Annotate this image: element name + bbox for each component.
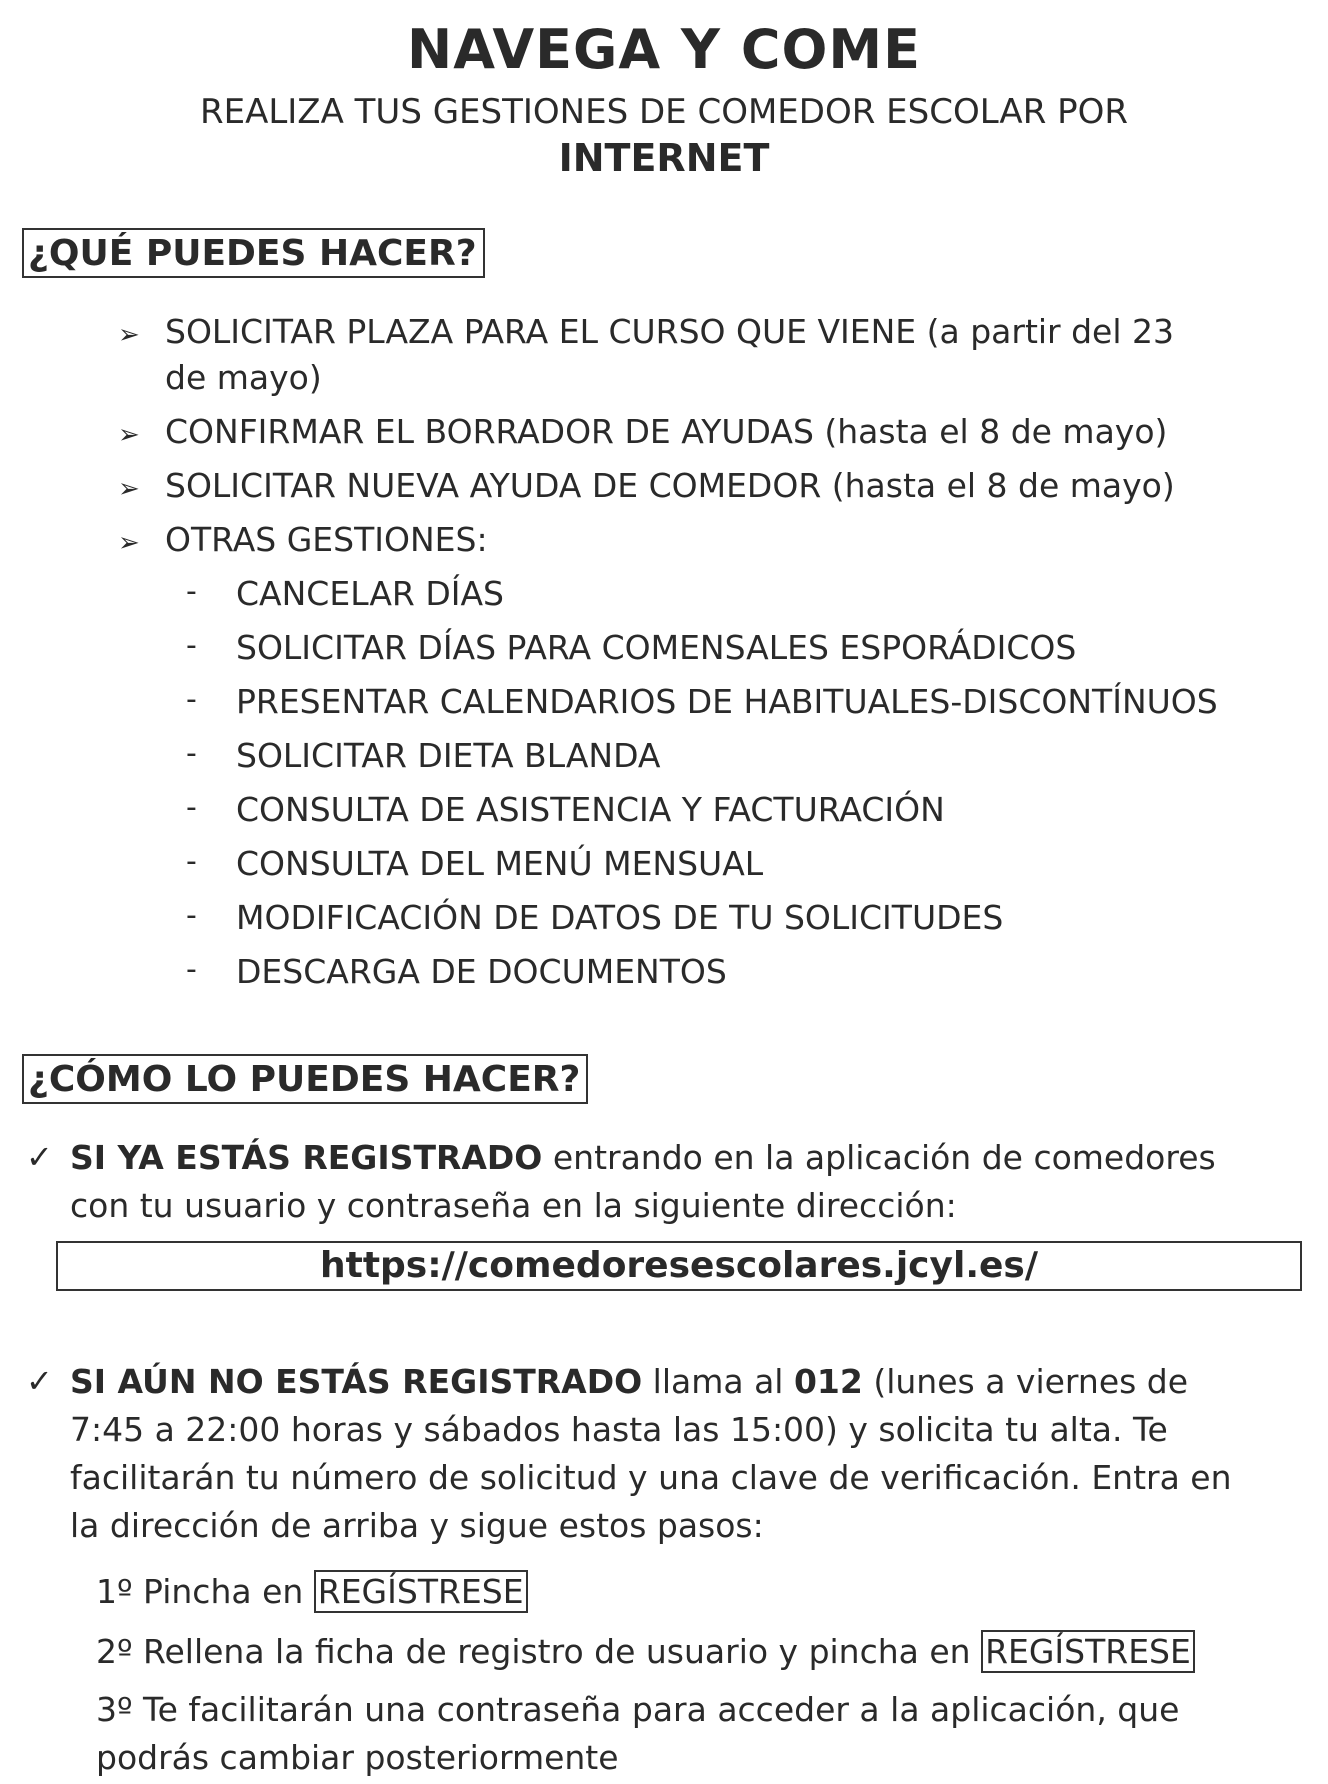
registered-line-2: con tu usuario y contraseña en la siguiente dirección: — [70, 1186, 957, 1225]
dash-bullet: - — [186, 952, 197, 987]
unregistered-line-2: 7:45 a 22:00 horas y sábados hasta las 15:00) y solicita tu alta. Te — [70, 1410, 1168, 1449]
registered-paragraph — [70, 1134, 1290, 1230]
sub-list-item: SOLICITAR DIETA BLANDA — [236, 736, 661, 775]
registered-line-1: SI YA ESTÁS REGISTRADO entrando en la aplicación de comedores — [70, 1138, 1216, 1177]
sub-list-item: PRESENTAR CALENDARIOS DE HABITUALES-DISCONTÍNUOS — [236, 682, 1218, 721]
dash-bullet: - — [186, 574, 197, 609]
sub-list-item: CANCELAR DÍAS — [236, 574, 504, 613]
dash-bullet: - — [186, 898, 197, 933]
section-heading-how: ¿CÓMO LO PUEDES HACER? — [22, 1054, 588, 1104]
sub-list-item: SOLICITAR DÍAS PARA COMENSALES ESPORÁDICOS — [236, 628, 1077, 667]
section-heading-what: ¿QUÉ PUEDES HACER? — [22, 228, 485, 278]
url-box[interactable]: https://comedoresescolares.jcyl.es/ — [56, 1241, 1302, 1291]
arrow-bullet-icon: ➢ — [118, 528, 140, 558]
list-item-continuation: de mayo) — [165, 358, 322, 397]
dash-bullet: - — [186, 628, 197, 663]
unregistered-line-4: la dirección de arriba y sigue estos pasos: — [70, 1506, 764, 1545]
unregistered-paragraph — [70, 1358, 1290, 1550]
unregistered-line-3: facilitarán tu número de solicitud y una clave de verificación. Entra en — [70, 1458, 1232, 1497]
arrow-bullet-icon: ➢ — [118, 474, 140, 504]
list-item: CONFIRMAR EL BORRADOR DE AYUDAS (hasta el 8 de mayo) — [165, 412, 1168, 451]
register-button-label[interactable]: REGÍSTRESE — [981, 1630, 1195, 1673]
dash-bullet: - — [186, 682, 197, 717]
checkmark-icon: ✓ — [26, 1138, 53, 1176]
step-1: 1º Pincha en REGÍSTRESE — [96, 1568, 528, 1616]
arrow-bullet-icon: ➢ — [118, 420, 140, 450]
checkmark-icon: ✓ — [26, 1362, 53, 1400]
page-subtitle: REALIZA TUS GESTIONES DE COMEDOR ESCOLAR POR — [199, 92, 1129, 132]
list-item: SOLICITAR PLAZA PARA EL CURSO QUE VIENE (a partir del 23 — [165, 312, 1175, 351]
sub-list-item: DESCARGA DE DOCUMENTOS — [236, 952, 727, 991]
list-item: OTRAS GESTIONES: — [165, 520, 488, 559]
dash-bullet: - — [186, 736, 197, 771]
arrow-bullet-icon: ➢ — [118, 320, 140, 350]
dash-bullet: - — [186, 844, 197, 879]
list-item: SOLICITAR NUEVA AYUDA DE COMEDOR (hasta el 8 de mayo) — [165, 466, 1175, 505]
phone-number: 012 — [793, 1362, 863, 1401]
sub-list-item: MODIFICACIÓN DE DATOS DE TU SOLICITUDES — [236, 898, 1004, 937]
register-button-label[interactable]: REGÍSTRESE — [314, 1570, 528, 1613]
step-2: 2º Rellena la ficha de registro de usuario y pincha en REGÍSTRESE — [96, 1628, 1195, 1676]
dash-bullet: - — [186, 790, 197, 825]
sub-list-item: CONSULTA DE ASISTENCIA Y FACTURACIÓN — [236, 790, 945, 829]
sub-list-item: CONSULTA DEL MENÚ MENSUAL — [236, 844, 764, 883]
unregistered-line-1: SI AÚN NO ESTÁS REGISTRADO llama al 012 (lunes a viernes de — [70, 1362, 1189, 1401]
page-title: NAVEGA Y COME — [407, 18, 921, 81]
page-subtitle-bold: INTERNET — [558, 136, 770, 180]
step-3: 3º Te facilitarán una contraseña para acceder a la aplicación, que podrás cambiar posteriormente — [96, 1690, 1180, 1777]
